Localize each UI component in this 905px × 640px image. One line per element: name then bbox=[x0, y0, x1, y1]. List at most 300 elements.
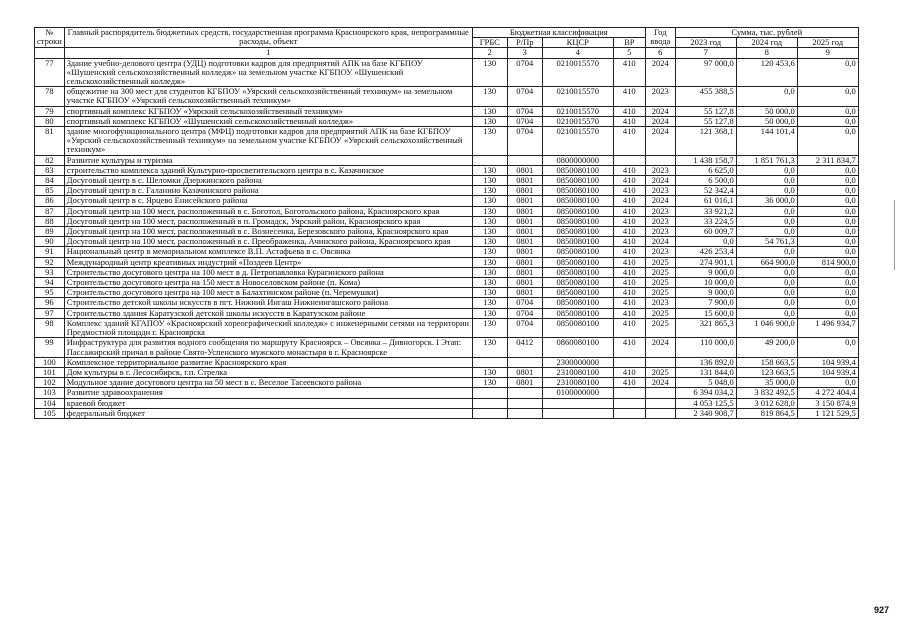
rzpr-code: 0704 bbox=[507, 298, 542, 308]
colnum-cell bbox=[35, 48, 65, 58]
grbs-code bbox=[472, 398, 507, 408]
commission-year: 2023 bbox=[645, 165, 675, 175]
sum-2025: 0,0 bbox=[797, 196, 858, 206]
colnum-cell: 3 bbox=[507, 48, 542, 58]
sum-2024: 0,0 bbox=[736, 206, 797, 216]
kcsr-code: 0850080100 bbox=[542, 278, 613, 288]
vr-code: 410 bbox=[613, 308, 645, 318]
vr-code: 410 bbox=[613, 338, 645, 357]
sum-2025: 0,0 bbox=[797, 378, 858, 388]
vr-code bbox=[613, 155, 645, 165]
grbs-code: 130 bbox=[472, 87, 507, 106]
sum-2023: 97 000,0 bbox=[675, 58, 736, 87]
vr-code bbox=[613, 388, 645, 398]
kcsr-code: 0850080100 bbox=[542, 247, 613, 257]
grbs-code: 130 bbox=[472, 257, 507, 267]
sum-2025: 814 900,0 bbox=[797, 257, 858, 267]
kcsr-code: 0210015570 bbox=[542, 106, 613, 116]
sum-2024: 819 864,5 bbox=[736, 408, 797, 418]
sum-2024: 0,0 bbox=[736, 278, 797, 288]
rzpr-code bbox=[507, 408, 542, 418]
commission-year: 2023 bbox=[645, 206, 675, 216]
header-row-no: № строки bbox=[35, 28, 65, 48]
vr-code: 410 bbox=[613, 288, 645, 298]
kcsr-code bbox=[542, 408, 613, 418]
object-name: Досуговый центр в с. Шеломки Дзержинского района bbox=[64, 176, 472, 186]
kcsr-code: 0850080100 bbox=[542, 196, 613, 206]
grbs-code: 130 bbox=[472, 116, 507, 126]
sum-2025: 0,0 bbox=[797, 237, 858, 247]
table-row bbox=[35, 357, 859, 367]
commission-year: 2024 bbox=[645, 237, 675, 247]
grbs-code: 130 bbox=[472, 267, 507, 277]
sum-2023: 61 016,1 bbox=[675, 196, 736, 206]
commission-year: 2025 bbox=[645, 278, 675, 288]
sum-2024: 0,0 bbox=[736, 247, 797, 257]
vr-code: 410 bbox=[613, 206, 645, 216]
table-row bbox=[35, 257, 859, 267]
object-name: Строительство досугового центра на 100 мест в Балахтинском районе (п. Черемушки) bbox=[64, 288, 472, 298]
vr-code: 410 bbox=[613, 227, 645, 237]
commission-year: 2023 bbox=[645, 227, 675, 237]
vr-code: 410 bbox=[613, 106, 645, 116]
kcsr-code: 0210015570 bbox=[542, 127, 613, 156]
colnum-cell: 6 bbox=[645, 48, 675, 58]
sum-2025: 0,0 bbox=[797, 165, 858, 175]
row-number: 80 bbox=[35, 116, 65, 126]
commission-year: 2023 bbox=[645, 298, 675, 308]
object-name: Национальный центр в мемориальном комплексе В.П. Астафьева в с. Овсянка bbox=[64, 247, 472, 257]
sum-2023: 1 438 158,7 bbox=[675, 155, 736, 165]
rzpr-code: 0801 bbox=[507, 176, 542, 186]
table-row bbox=[35, 176, 859, 186]
object-name: Досуговый центр на 100 мест, расположенный в с. Преображенка, Ачинского района, Красноярского края bbox=[64, 237, 472, 247]
rzpr-code: 0704 bbox=[507, 87, 542, 106]
object-name: федеральный бюджет bbox=[64, 408, 472, 418]
sum-2025: 0,0 bbox=[797, 247, 858, 257]
sum-2023: 9 000,0 bbox=[675, 267, 736, 277]
vr-code: 410 bbox=[613, 186, 645, 196]
sum-2025: 0,0 bbox=[797, 127, 858, 156]
row-number: 90 bbox=[35, 237, 65, 247]
sum-2025: 4 272 404,4 bbox=[797, 388, 858, 398]
commission-year: 2023 bbox=[645, 216, 675, 226]
rzpr-code: 0704 bbox=[507, 58, 542, 87]
commission-year bbox=[645, 388, 675, 398]
row-number: 94 bbox=[35, 278, 65, 288]
commission-year: 2024 bbox=[645, 116, 675, 126]
row-number: 101 bbox=[35, 367, 65, 377]
sum-2025: 0,0 bbox=[797, 116, 858, 126]
sum-2023: 55 127,8 bbox=[675, 116, 736, 126]
table-row bbox=[35, 408, 859, 418]
commission-year bbox=[645, 408, 675, 418]
kcsr-code: 0210015570 bbox=[542, 58, 613, 87]
vr-code: 410 bbox=[613, 378, 645, 388]
kcsr-code: 0850080100 bbox=[542, 216, 613, 226]
grbs-code: 130 bbox=[472, 196, 507, 206]
grbs-code: 130 bbox=[472, 298, 507, 308]
vr-code: 410 bbox=[613, 196, 645, 206]
kcsr-code: 0850080100 bbox=[542, 257, 613, 267]
sum-2024: 3 832 492,5 bbox=[736, 388, 797, 398]
header-grbs: ГРБС bbox=[472, 38, 507, 48]
object-name: Строительство детской школы искусств в пгт. Нижний Ингаш Нижнеингашского района bbox=[64, 298, 472, 308]
commission-year bbox=[645, 155, 675, 165]
row-number: 103 bbox=[35, 388, 65, 398]
sum-2025: 0,0 bbox=[797, 267, 858, 277]
sum-2025: 1 496 934,7 bbox=[797, 318, 858, 337]
commission-year: 2024 bbox=[645, 338, 675, 357]
kcsr-code: 0850080100 bbox=[542, 288, 613, 298]
rzpr-code: 0801 bbox=[507, 267, 542, 277]
object-name: Досуговый центр в с. Галанино Казачинского района bbox=[64, 186, 472, 196]
vr-code: 410 bbox=[613, 278, 645, 288]
vr-code: 410 bbox=[613, 116, 645, 126]
kcsr-code: 0850080100 bbox=[542, 267, 613, 277]
commission-year: 2024 bbox=[645, 378, 675, 388]
grbs-code: 130 bbox=[472, 206, 507, 216]
table-row bbox=[35, 87, 859, 106]
sum-2024: 664 900,0 bbox=[736, 257, 797, 267]
colnum-cell: 4 bbox=[542, 48, 613, 58]
sum-2023: 455 388,5 bbox=[675, 87, 736, 106]
page-number: 927 bbox=[874, 605, 890, 615]
row-number: 105 bbox=[35, 408, 65, 418]
vr-code: 410 bbox=[613, 298, 645, 308]
sum-2024: 0,0 bbox=[736, 288, 797, 298]
sum-2024: 0,0 bbox=[736, 267, 797, 277]
table-row bbox=[35, 298, 859, 308]
row-number: 87 bbox=[35, 206, 65, 216]
sum-2023: 60 009,7 bbox=[675, 227, 736, 237]
object-name: Модульное здание досугового центра на 50 мест в с. Веселое Тасеевского района bbox=[64, 378, 472, 388]
rzpr-code: 0704 bbox=[507, 308, 542, 318]
kcsr-code: 0210015570 bbox=[542, 87, 613, 106]
rzpr-code: 0704 bbox=[507, 127, 542, 156]
sum-2025: 1 121 529,5 bbox=[797, 408, 858, 418]
vr-code bbox=[613, 408, 645, 418]
grbs-code: 130 bbox=[472, 216, 507, 226]
commission-year: 2023 bbox=[645, 186, 675, 196]
object-name: Инфраструктура для развития водного сообщения по маршруту Красноярск – Овсянка – Дивногорск. I Этап: Пассажирский причал в районе Свято-Успенского мужского монастыря в г. Красноярске bbox=[64, 338, 472, 357]
object-name: Дом культуры в г. Лесосибирск, г.п. Стрелка bbox=[64, 367, 472, 377]
vr-code: 410 bbox=[613, 176, 645, 186]
header-2023: 2023 год bbox=[675, 38, 736, 48]
sum-2024: 0,0 bbox=[736, 176, 797, 186]
sum-2025: 3 150 874,9 bbox=[797, 398, 858, 408]
object-name: здание многофункционального центра (МФЦ) подготовки кадров для предприятий АПК на базе КГБПОУ «Уярский сельскохозяйственный техникум» на земельном участке КГБПОУ «Уярский сельскохозяйственный техникум» bbox=[64, 127, 472, 156]
table-row bbox=[35, 58, 859, 87]
colnum-cell: 5 bbox=[613, 48, 645, 58]
table-row bbox=[35, 378, 859, 388]
vr-code: 410 bbox=[613, 247, 645, 257]
sum-2024: 1 851 761,3 bbox=[736, 155, 797, 165]
row-number: 93 bbox=[35, 267, 65, 277]
vr-code: 410 bbox=[613, 87, 645, 106]
colnum-cell: 8 bbox=[736, 48, 797, 58]
object-name: Досуговый центр в с. Ярцево Енисейского района bbox=[64, 196, 472, 206]
sum-2025: 104 939,4 bbox=[797, 357, 858, 367]
kcsr-code: 0850080100 bbox=[542, 308, 613, 318]
header-kcsr: КЦСР bbox=[542, 38, 613, 48]
vr-code bbox=[613, 357, 645, 367]
sum-2025: 0,0 bbox=[797, 186, 858, 196]
rzpr-code: 0412 bbox=[507, 338, 542, 357]
kcsr-code: 0850080100 bbox=[542, 318, 613, 337]
commission-year: 2025 bbox=[645, 288, 675, 298]
sum-2023: 274 901,1 bbox=[675, 257, 736, 267]
rzpr-code bbox=[507, 398, 542, 408]
grbs-code: 130 bbox=[472, 318, 507, 337]
sum-2025: 0,0 bbox=[797, 206, 858, 216]
kcsr-code: 0850080100 bbox=[542, 186, 613, 196]
sum-2025: 0,0 bbox=[797, 308, 858, 318]
grbs-code: 130 bbox=[472, 186, 507, 196]
sum-2025: 0,0 bbox=[797, 87, 858, 106]
commission-year: 2024 bbox=[645, 196, 675, 206]
grbs-code: 130 bbox=[472, 165, 507, 175]
grbs-code: 130 bbox=[472, 338, 507, 357]
kcsr-code: 0860080100 bbox=[542, 338, 613, 357]
grbs-code: 130 bbox=[472, 127, 507, 156]
object-name: Досуговый центр на 100 мест, расположенный в с. Боготол, Боготольского района, Красноярского края bbox=[64, 206, 472, 216]
table-row bbox=[35, 116, 859, 126]
sum-2023: 426 253,4 bbox=[675, 247, 736, 257]
vr-code: 410 bbox=[613, 237, 645, 247]
row-number: 99 bbox=[35, 338, 65, 357]
commission-year: 2025 bbox=[645, 318, 675, 337]
sum-2024: 50 000,0 bbox=[736, 116, 797, 126]
row-number: 83 bbox=[35, 165, 65, 175]
row-number: 95 bbox=[35, 288, 65, 298]
table-body bbox=[35, 58, 859, 418]
rzpr-code: 0801 bbox=[507, 367, 542, 377]
vr-code: 410 bbox=[613, 318, 645, 337]
rzpr-code: 0801 bbox=[507, 216, 542, 226]
table-row bbox=[35, 367, 859, 377]
sum-2023: 110 000,0 bbox=[675, 338, 736, 357]
rzpr-code: 0801 bbox=[507, 186, 542, 196]
grbs-code: 130 bbox=[472, 237, 507, 247]
row-number: 92 bbox=[35, 257, 65, 267]
rzpr-code bbox=[507, 155, 542, 165]
vr-code: 410 bbox=[613, 165, 645, 175]
sum-2024: 120 453,6 bbox=[736, 58, 797, 87]
sum-2023: 2 340 908,7 bbox=[675, 408, 736, 418]
sum-2025: 2 311 834,7 bbox=[797, 155, 858, 165]
commission-year: 2025 bbox=[645, 267, 675, 277]
sum-2024: 49 200,0 bbox=[736, 338, 797, 357]
table-row bbox=[35, 388, 859, 398]
sum-2024: 123 663,5 bbox=[736, 367, 797, 377]
table-row bbox=[35, 318, 859, 337]
commission-year: 2024 bbox=[645, 127, 675, 156]
row-number: 98 bbox=[35, 318, 65, 337]
row-number: 85 bbox=[35, 186, 65, 196]
object-name: Международный центр креативных индустрий «Поздеев Центр» bbox=[64, 257, 472, 267]
rzpr-code: 0801 bbox=[507, 247, 542, 257]
row-number: 82 bbox=[35, 155, 65, 165]
commission-year: 2024 bbox=[645, 58, 675, 87]
sum-2023: 321 865,3 bbox=[675, 318, 736, 337]
sum-2023: 55 127,8 bbox=[675, 106, 736, 116]
row-number: 89 bbox=[35, 227, 65, 237]
table-row bbox=[35, 206, 859, 216]
table-row bbox=[35, 106, 859, 116]
kcsr-code: 0850080100 bbox=[542, 165, 613, 175]
kcsr-code bbox=[542, 398, 613, 408]
sum-2023: 6 394 034,2 bbox=[675, 388, 736, 398]
rzpr-code: 0801 bbox=[507, 196, 542, 206]
row-number: 104 bbox=[35, 398, 65, 408]
table-header bbox=[35, 28, 859, 59]
grbs-code: 130 bbox=[472, 367, 507, 377]
table-row bbox=[35, 247, 859, 257]
object-name: Досуговый центр на 100 мест, расположенный в с. Вознесенка, Березовского района, Красноярского края bbox=[64, 227, 472, 237]
sum-2023: 4 053 125,5 bbox=[675, 398, 736, 408]
sum-2024: 0,0 bbox=[736, 216, 797, 226]
grbs-code: 130 bbox=[472, 278, 507, 288]
header-year: Год ввода bbox=[645, 28, 675, 48]
rzpr-code: 0704 bbox=[507, 106, 542, 116]
sum-2024: 35 000,0 bbox=[736, 378, 797, 388]
commission-year: 2023 bbox=[645, 247, 675, 257]
object-name: общежитие на 300 мест для студентов КГБПОУ «Уярский сельскохозяйственный техникум» на земельном участке КГБПОУ «Уярский сельскохозяйственный техникум» bbox=[64, 87, 472, 106]
table-row bbox=[35, 267, 859, 277]
sum-2024: 0,0 bbox=[736, 165, 797, 175]
commission-year: 2023 bbox=[645, 87, 675, 106]
commission-year: 2025 bbox=[645, 367, 675, 377]
sum-2024: 3 012 628,0 bbox=[736, 398, 797, 408]
sum-2024: 0,0 bbox=[736, 308, 797, 318]
vr-code: 410 bbox=[613, 367, 645, 377]
kcsr-code: 2310080100 bbox=[542, 367, 613, 377]
sum-2023: 10 000,0 bbox=[675, 278, 736, 288]
object-name: Строительство здания Каратузской детской школы искусств в Каратузском районе bbox=[64, 308, 472, 318]
sum-2025: 0,0 bbox=[797, 58, 858, 87]
kcsr-code: 0800000000 bbox=[542, 155, 613, 165]
kcsr-code: 0210015570 bbox=[542, 116, 613, 126]
row-number: 79 bbox=[35, 106, 65, 116]
sum-2024: 0,0 bbox=[736, 87, 797, 106]
table-row bbox=[35, 237, 859, 247]
sum-2023: 33 224,5 bbox=[675, 216, 736, 226]
sum-2023: 121 368,1 bbox=[675, 127, 736, 156]
rzpr-code: 0801 bbox=[507, 237, 542, 247]
table-row bbox=[35, 196, 859, 206]
header-2024: 2024 год bbox=[736, 38, 797, 48]
rzpr-code: 0801 bbox=[507, 206, 542, 216]
rzpr-code: 0801 bbox=[507, 288, 542, 298]
grbs-code: 130 bbox=[472, 106, 507, 116]
row-number: 86 bbox=[35, 196, 65, 206]
colnum-cell: 2 bbox=[472, 48, 507, 58]
table-row bbox=[35, 127, 859, 156]
vr-code: 410 bbox=[613, 267, 645, 277]
sum-2023: 131 844,0 bbox=[675, 367, 736, 377]
object-name: краевой бюджет bbox=[64, 398, 472, 408]
object-name: Комплексное территориальное развитие Красноярского края bbox=[64, 357, 472, 367]
commission-year bbox=[645, 357, 675, 367]
table-row bbox=[35, 398, 859, 408]
sum-2025: 0,0 bbox=[797, 298, 858, 308]
budget-table bbox=[34, 27, 859, 419]
rzpr-code: 0801 bbox=[507, 257, 542, 267]
vr-code: 410 bbox=[613, 216, 645, 226]
sum-2024: 0,0 bbox=[736, 227, 797, 237]
object-name: строительство комплекса зданий Культурно-просветительского центра в с. Казачинское bbox=[64, 165, 472, 175]
sum-2025: 0,0 bbox=[797, 227, 858, 237]
header-name: Главный распорядитель бюджетных средств, государственная программа Красноярского края, непрограммные расходы, объект bbox=[64, 28, 472, 48]
grbs-code: 130 bbox=[472, 378, 507, 388]
vr-code: 410 bbox=[613, 127, 645, 156]
sum-2024: 144 101,4 bbox=[736, 127, 797, 156]
sum-2023: 15 600,0 bbox=[675, 308, 736, 318]
commission-year: 2024 bbox=[645, 106, 675, 116]
table-row bbox=[35, 288, 859, 298]
rzpr-code bbox=[507, 357, 542, 367]
kcsr-code: 0850080100 bbox=[542, 237, 613, 247]
margin-mark bbox=[894, 200, 895, 270]
grbs-code: 130 bbox=[472, 288, 507, 298]
sum-2023: 52 342,4 bbox=[675, 186, 736, 196]
object-name: Комплекс зданий КГАПОУ «Красноярский хореографический колледж» с инженерными сетями на территории Предмостной площади г. Красноярска bbox=[64, 318, 472, 337]
object-name: Развитие культуры и туризма bbox=[64, 155, 472, 165]
table-row bbox=[35, 338, 859, 357]
sum-2024: 0,0 bbox=[736, 186, 797, 196]
sum-2024: 54 761,3 bbox=[736, 237, 797, 247]
table-row bbox=[35, 155, 859, 165]
row-number: 100 bbox=[35, 357, 65, 367]
row-number: 84 bbox=[35, 176, 65, 186]
sum-2023: 0,0 bbox=[675, 237, 736, 247]
rzpr-code: 0704 bbox=[507, 116, 542, 126]
table-row bbox=[35, 186, 859, 196]
column-number-row bbox=[35, 48, 859, 58]
object-name: Досуговый центр на 100 мест, расположенный в п. Громадск, Уярский район, Красноярского края bbox=[64, 216, 472, 226]
grbs-code: 130 bbox=[472, 308, 507, 318]
table-row bbox=[35, 216, 859, 226]
sum-2024: 0,0 bbox=[736, 298, 797, 308]
rzpr-code: 0801 bbox=[507, 165, 542, 175]
object-name: спортивный комплекс КГБПОУ «Уярский сельскохозяйственный техникум» bbox=[64, 106, 472, 116]
grbs-code bbox=[472, 388, 507, 398]
sum-2025: 0,0 bbox=[797, 106, 858, 116]
header-2025: 2025 год bbox=[797, 38, 858, 48]
sum-2023: 6 625,0 bbox=[675, 165, 736, 175]
sum-2025: 0,0 bbox=[797, 278, 858, 288]
kcsr-code: 0100000000 bbox=[542, 388, 613, 398]
object-name: Строительство досугового центра на 150 мест в Новоселовском районе (п. Кома) bbox=[64, 278, 472, 288]
kcsr-code: 0850080100 bbox=[542, 206, 613, 216]
row-number: 102 bbox=[35, 378, 65, 388]
kcsr-code: 0850080100 bbox=[542, 227, 613, 237]
sum-2023: 6 500,0 bbox=[675, 176, 736, 186]
colnum-cell: 7 bbox=[675, 48, 736, 58]
header-sum: Сумма, тыс. рублей bbox=[675, 28, 858, 38]
commission-year: 2024 bbox=[645, 176, 675, 186]
table-row bbox=[35, 227, 859, 237]
grbs-code: 130 bbox=[472, 58, 507, 87]
sum-2025: 0,0 bbox=[797, 288, 858, 298]
object-name: Строительство досугового центра на 100 мест в д. Петропавловка Курагинского района bbox=[64, 267, 472, 277]
kcsr-code: 2300000000 bbox=[542, 357, 613, 367]
object-name: Развитие здравоохранения bbox=[64, 388, 472, 398]
vr-code: 410 bbox=[613, 58, 645, 87]
sum-2025: 0,0 bbox=[797, 216, 858, 226]
sum-2024: 36 000,0 bbox=[736, 196, 797, 206]
